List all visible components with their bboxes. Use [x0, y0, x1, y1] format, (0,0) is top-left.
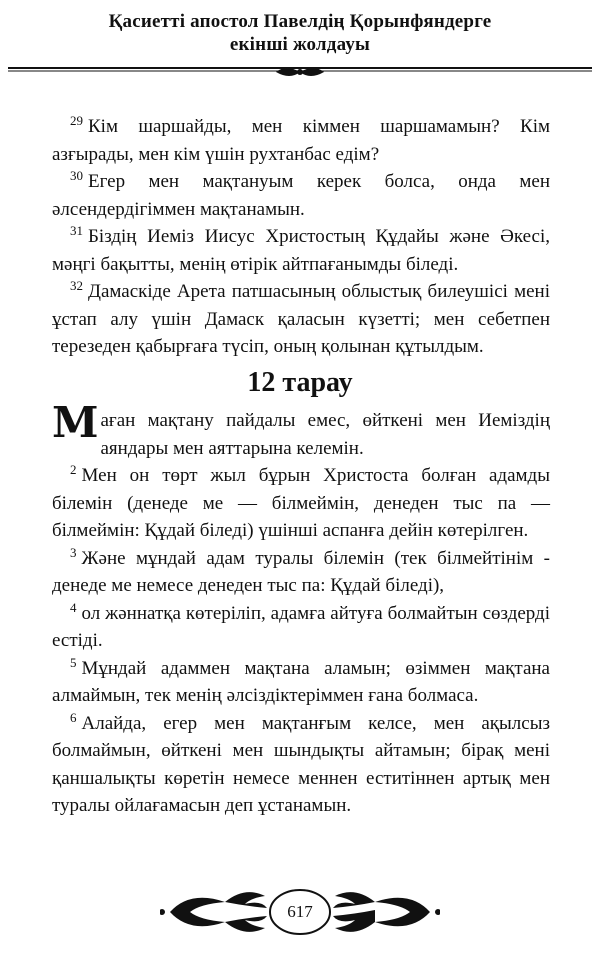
- verse-number: 5: [70, 654, 77, 670]
- verse-number: 32: [70, 278, 83, 293]
- verse: [52, 278, 550, 361]
- drop-cap: М: [52, 398, 99, 447]
- verse-text: Алайда, егер мен мақтанғым келсе, мен ақылсыз болмаймын, өйткені мен шындықты айтамын; бірақ мені қаншалықты көретін немесе меннен еститіннен артық мен туралы ойлағамасын деп ұстанамын.: [52, 712, 550, 816]
- verse-text: Кім шаршайды, мен кіммен шаршамамын? Кім азғырады, мен кім үшін рухтанбас едім?: [52, 116, 550, 165]
- verse: [52, 600, 550, 655]
- verses-chapter-12: [52, 398, 550, 820]
- verse-text: Мен он төрт жыл бұрын Христоста болған адамды білемін (денеде ме — білмеймін, денеден тыс па — білмеймін: Құдай біледі) үшінші аспанға дейін көтерілген.: [52, 465, 550, 541]
- page-number: 617: [287, 902, 313, 921]
- verse: [52, 223, 550, 278]
- header-title-line2: екінші жолдауы: [229, 34, 371, 55]
- verse: [52, 113, 550, 168]
- verse-number: 29: [70, 113, 83, 128]
- header-title-line1: Қасиетті апостол Павелдің Қорынфяндерге: [108, 11, 492, 32]
- verse: [52, 710, 550, 820]
- verse-text: Біздің Иеміз Иисус Христостың Құдайы және Әкесі, мәңгі бақытты, менің өтірік айтпағанымды біледі.: [52, 226, 550, 275]
- verse-number: 30: [70, 168, 83, 183]
- verses-chapter-11: [52, 113, 550, 361]
- verse-number: 4: [70, 599, 77, 615]
- verse-text: Мұндай адаммен мақтана аламын; өзіммен мақтана алмаймын, тек менің әлсіздіктеріммен ғана болмаса.: [52, 657, 550, 706]
- verse-text: аған мақтану пайдалы емес, өйткені мен Иеміздің аяндары мен аяттарына келемін.: [100, 410, 550, 459]
- verse-number: 2: [70, 462, 77, 477]
- verse-number: 3: [70, 544, 77, 560]
- verse: [52, 462, 550, 545]
- verse: [52, 168, 550, 223]
- verse-first: [52, 398, 550, 462]
- verse-text: Егер мен мақтануым керек болса, онда мен әлсендердігіммен мақтанамын.: [52, 171, 550, 220]
- verse: [52, 545, 550, 600]
- verse-text: Және мұндай адам туралы білемін (тек білмейтінім - денеде ме немесе денеден тыс па: Құдай біледі),: [52, 547, 550, 596]
- verse-text: Дамаскіде Арета патшасының облыстық билеушісі мені ұстап алу үшін Дамаск қаласын күзетті; мен себетпен терезеден қабырғаға түсіп, оның қолынан құтылдым.: [52, 281, 550, 357]
- verse-text: ол жәннатқа көтеріліп, адамға айтуға болмайтын сөздерді естіді.: [52, 602, 550, 651]
- verse: [52, 655, 550, 710]
- header-ornament: [8, 66, 592, 78]
- verse-number: 31: [70, 223, 83, 238]
- chapter-title: 12 тарау: [247, 367, 353, 398]
- running-header: [0, 10, 600, 56]
- verse-number: 6: [70, 709, 77, 725]
